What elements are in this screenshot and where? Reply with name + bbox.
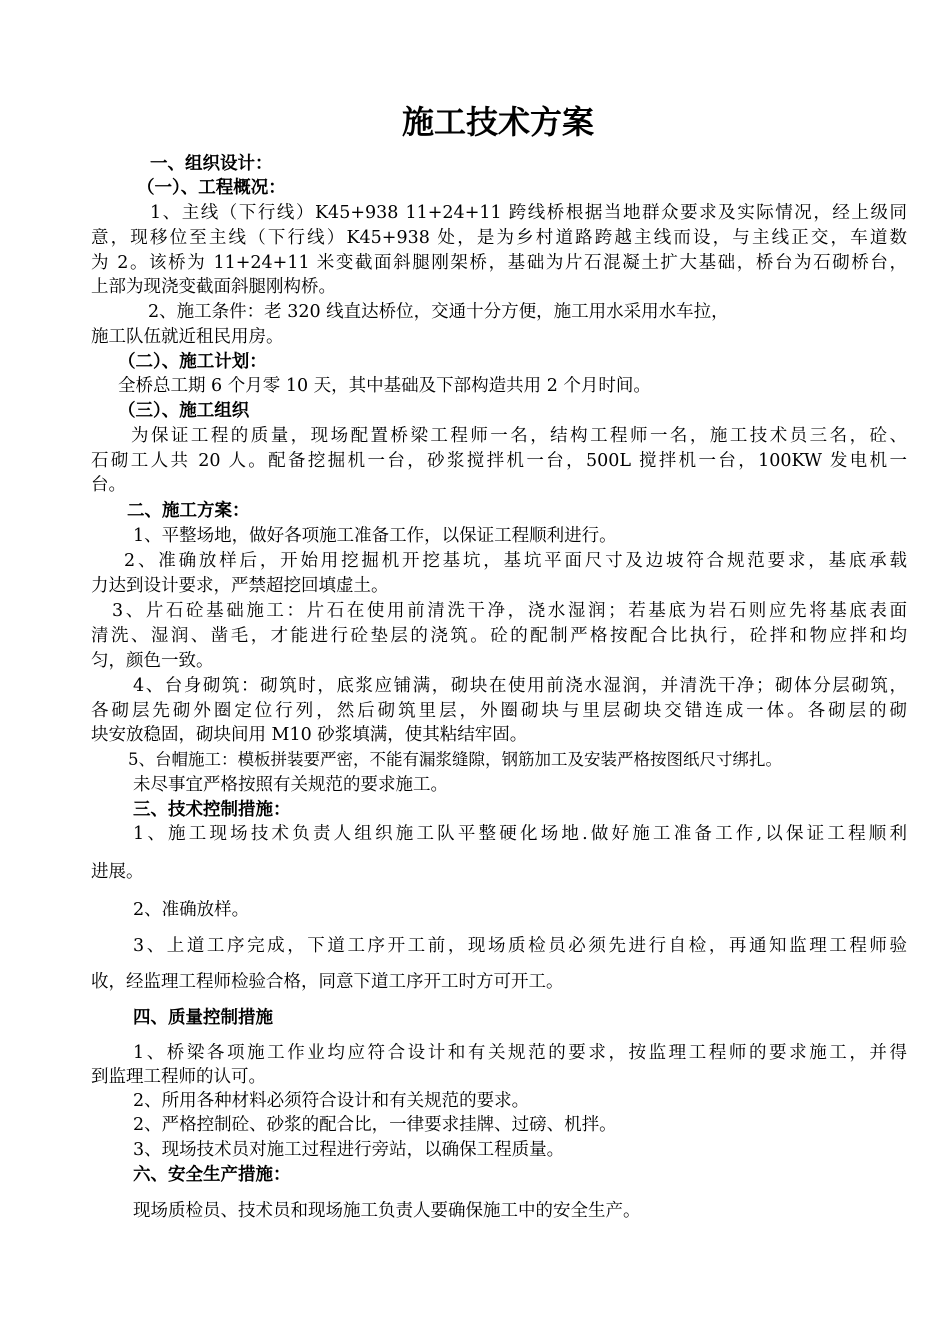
plan-item-5: 5、台帽施工：模板拼装要严密，不能有漏浆缝隙，钢筋加工及安装严格按图纸尺寸绑扎。: [128, 750, 782, 769]
subsection-overview-heading: （一）、工程概况：: [137, 178, 286, 198]
quality-item-2: 2、所用各种材料必须符合设计和有关规范的要求。: [133, 1091, 530, 1111]
section-2-heading: 二、施工方案：: [127, 501, 250, 521]
plan-item-3-line: 匀，颜色一致。: [91, 651, 214, 671]
tech-item-1-line: 1、施工现场技术负责人组织施工队平整硬化场地.做好施工准备工作,以保证工程顺利: [133, 824, 907, 844]
organization-line: 台。: [91, 475, 126, 495]
overview-line: 上部为现浇变截面斜腿刚构桥。: [91, 277, 336, 297]
plan-item-3-line: 3、片石砼基础施工：片石在使用前清洗干净，浇水湿润；若基底为岩石则应先将基底表面: [112, 601, 907, 621]
plan-item-4-line: 4、台身砌筑：砌筑时，底浆应铺满，砌块在使用前浇水湿润，并清洗干净；砌体分层砌筑，: [133, 676, 907, 696]
organization-line: 石砌工人共 20 人。配备挖掘机一台，砂浆搅拌机一台，500L 搅拌机一台，100KW 发电机一: [91, 451, 907, 471]
section-3-heading: 三、技术控制措施：: [133, 800, 291, 820]
subsection-plan-heading: （二）、施工计划：: [118, 352, 267, 372]
overview-line: 1、主线（下行线）K45+938 11+24+11 跨线桥根据当地群众要求及实际情况，经上级同: [150, 203, 907, 223]
plan-note: 未尽事宜严格按照有关规范的要求施工。: [133, 775, 448, 795]
safety-paragraph: 现场质检员、技术员和现场施工负责人要确保施工中的安全生产。: [133, 1201, 641, 1221]
plan-item-3-line: 清洗、湿润、凿毛，才能进行砼垫层的浇筑。砼的配制严格按配合比执行，砼拌和物应拌和均: [91, 626, 907, 646]
document-title: 施工技术方案: [401, 103, 594, 141]
tech-item-3-line: 收，经监理工程师检验合格，同意下道工序开工时方可开工。: [91, 972, 564, 992]
plan-item-4-line: 块安放稳固，砌块间用 M10 砂浆填满，使其粘结牢固。: [91, 725, 528, 745]
overview-line: 意，现移位至主线（下行线）K45+938 处，是为乡村道路跨越主线而设，与主线正交，车道数: [91, 228, 907, 248]
quality-item-1-line: 到监理工程师的认可。: [91, 1067, 266, 1087]
tech-item-2: 2、准确放样。: [133, 900, 250, 920]
subsection-organization-heading: （三）、施工组织: [118, 401, 250, 421]
section-4-heading: 四、质量控制措施: [133, 1008, 273, 1028]
conditions-line: 2、施工条件：老 320 线直达桥位，交通十分方便，施工用水采用水车拉，: [148, 302, 729, 322]
organization-line: 为保证工程的质量，现场配置桥梁工程师一名，结构工程师一名，施工技术员三名，砼、: [131, 426, 907, 446]
plan-paragraph: 全桥总工期 6 个月零 10 天，其中基础及下部构造共用 2 个月时间。: [118, 376, 651, 396]
plan-item-1: 1、平整场地，做好各项施工准备工作，以保证工程顺利进行。: [133, 526, 617, 546]
quality-item-4: 3、现场技术员对施工过程进行旁站，以确保工程质量。: [133, 1140, 565, 1160]
tech-item-1-line: 进展。: [91, 862, 144, 882]
section-1-heading: 一、组织设计：: [150, 154, 273, 174]
quality-item-3: 2、严格控制砼、砂浆的配合比，一律要求挂牌、过磅、机拌。: [133, 1115, 617, 1135]
overview-line: 为 2。该桥为 11+24+11 米变截面斜腿刚架桥，基础为片石混凝土扩大基础，桥台为石砌桥台，: [91, 253, 907, 273]
quality-item-1-line: 1、桥梁各项施工作业均应符合设计和有关规范的要求，按监理工程师的要求施工，并得: [133, 1043, 907, 1063]
plan-item-4-line: 各砌层先砌外圈定位行列，然后砌筑里层，外圈砌块与里层砌块交错连成一体。各砌层的砌: [91, 701, 907, 721]
section-6-heading: 六、安全生产措施：: [133, 1165, 291, 1185]
plan-item-2-line: 力达到设计要求，严禁超挖回填虚土。: [91, 576, 389, 596]
tech-item-3-line: 3、上道工序完成，下道工序开工前，现场质检员必须先进行自检，再通知监理工程师验: [133, 936, 907, 956]
conditions-line: 施工队伍就近租民用房。: [91, 327, 284, 347]
plan-item-2-line: 2、准确放样后，开始用挖掘机开挖基坑，基坑平面尺寸及边坡符合规范要求，基底承载: [124, 551, 907, 571]
